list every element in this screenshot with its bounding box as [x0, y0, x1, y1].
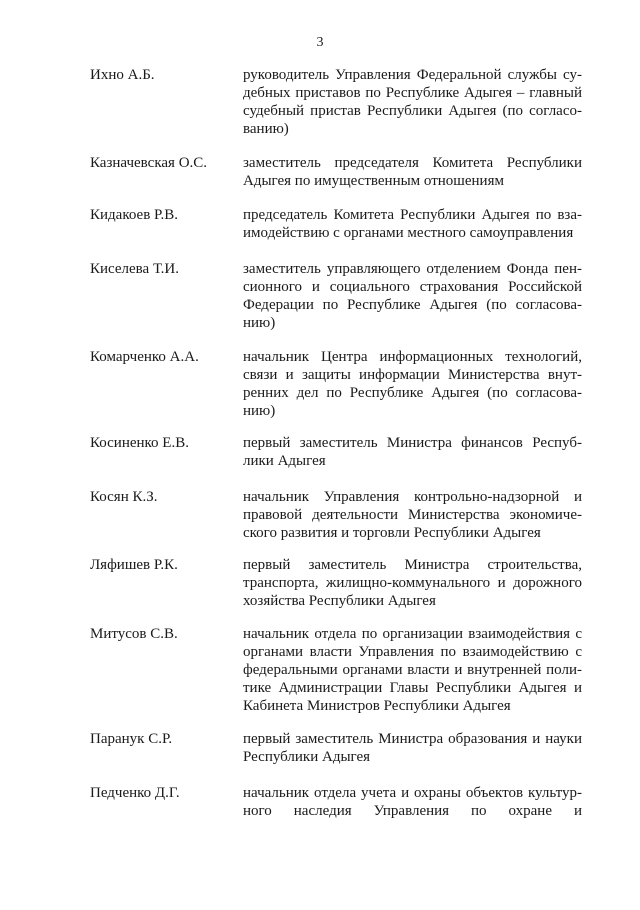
position-line: Республики Адыгея: [243, 749, 371, 765]
member-name: Ляфишев Р.К.: [90, 557, 178, 573]
member-name: Педченко Д.Г.: [90, 785, 180, 801]
position-line: Федерации по Республике Адыгея (по согласова-: [243, 297, 582, 313]
position-line: сионного и социального страхования Российской: [243, 279, 582, 295]
position-line: органами власти Управления по взаимодействию с: [243, 644, 582, 660]
position-line: дебных приставов по Республике Адыгея – главный: [243, 85, 582, 101]
position-line: ренних дел по Республике Адыгея (по согласова-: [243, 385, 582, 401]
position-line: заместитель управляющего отделением Фонда пен-: [243, 261, 582, 277]
member-name: Косиненко Е.В.: [90, 435, 189, 451]
position-line: правовой деятельности Министерства экономиче-: [243, 507, 582, 523]
member-name: Кидакоев Р.В.: [90, 207, 178, 223]
position-line: первый заместитель Министра образования и науки: [243, 731, 582, 747]
position-line: федеральными органами власти и внутренней поли-: [243, 662, 582, 678]
position-line: руководитель Управления Федеральной службы су-: [243, 67, 582, 83]
position-line: начальник Управления контрольно-надзорной и: [243, 489, 582, 505]
page-number: 3: [316, 35, 324, 50]
position-line: начальник Центра информационных технологий,: [243, 349, 582, 365]
position-line: первый заместитель Министра строительства,: [243, 557, 582, 573]
member-name: Ихно А.Б.: [90, 67, 155, 83]
member-position: [243, 66, 582, 138]
member-name: Косян К.З.: [90, 489, 158, 505]
member-position: [243, 730, 582, 766]
member-name: Киселева Т.И.: [90, 261, 179, 277]
member-position: [243, 206, 582, 242]
position-line: связи и защиты информации Министерства внут-: [243, 367, 582, 383]
member-position: [243, 625, 582, 715]
member-position: [243, 488, 582, 542]
position-line: начальник отдела по организации взаимодействия с: [243, 626, 582, 642]
position-line: нию): [243, 315, 276, 331]
position-line: заместитель председателя Комитета Республики: [243, 155, 582, 171]
position-line: Адыгея по имущественным отношениям: [243, 173, 504, 189]
position-line: начальник отдела учета и охраны объектов культур-: [243, 785, 582, 801]
position-line: ванию): [243, 121, 289, 137]
member-position: [243, 260, 582, 332]
position-line: Кабинета Министров Республики Адыгея: [243, 698, 511, 714]
position-line: имодействию с органами местного самоуправления: [243, 225, 574, 241]
member-position: [243, 556, 582, 610]
position-line: транспорта, жилищно-коммунального и дорожного: [243, 575, 582, 591]
member-name: Митусов С.В.: [90, 626, 178, 642]
member-position: [243, 154, 582, 190]
member-position: [243, 784, 582, 820]
member-name: Паранук С.Р.: [90, 731, 173, 747]
position-line: судебный пристав Республики Адыгея (по согласо-: [243, 103, 582, 119]
member-name: Казначевская О.С.: [90, 155, 208, 171]
position-line: тике Администрации Главы Республики Адыгея и: [243, 680, 582, 696]
member-position: [243, 434, 582, 470]
position-line: нию): [243, 403, 276, 419]
position-line: хозяйства Республики Адыгея: [243, 593, 436, 609]
member-position: [243, 348, 582, 420]
position-line: ного наследия Управления по охране и: [243, 803, 582, 819]
position-line: лики Адыгея: [243, 453, 326, 469]
position-line: первый заместитель Министра финансов Респуб-: [243, 435, 582, 451]
member-name: Комарченко А.А.: [90, 349, 199, 365]
position-line: председатель Комитета Республики Адыгея по вза-: [243, 207, 582, 223]
position-line: ского развития и торговли Республики Адыгея: [243, 525, 541, 541]
